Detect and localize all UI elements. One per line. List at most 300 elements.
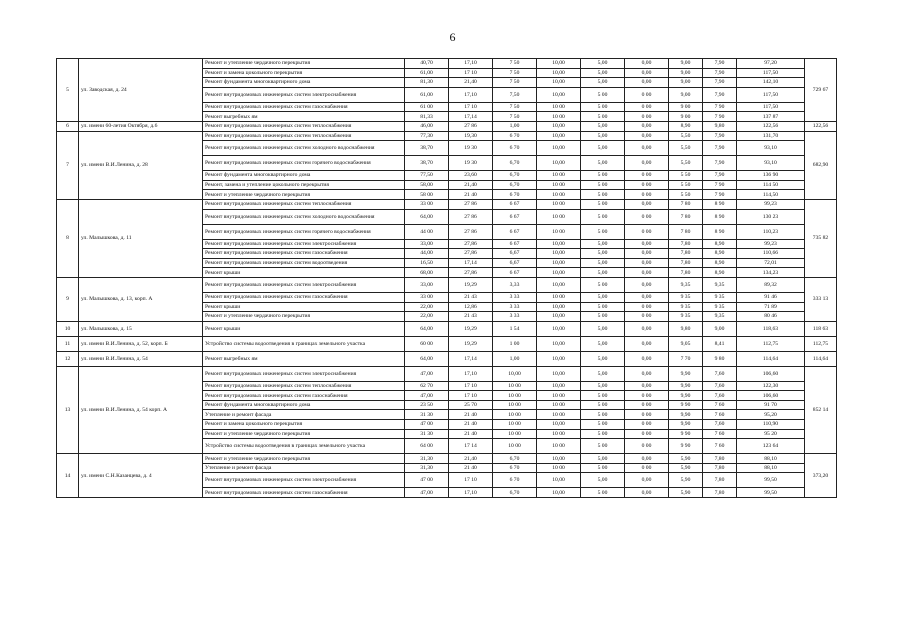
- value-cell: 10 00: [493, 439, 537, 454]
- value-cell: 10,00: [537, 121, 581, 131]
- table-body: [57, 59, 837, 498]
- value-cell: 47 00: [405, 420, 449, 430]
- value-cell: 10,00: [537, 258, 581, 268]
- value-cell: 5,90: [669, 454, 703, 464]
- work-type-cell: Ремонт выгребных ям: [203, 112, 405, 122]
- value-cell: 27,86: [449, 249, 493, 259]
- value-cell: 8,90: [703, 249, 737, 259]
- work-type-cell: Ремонт внутридомовых инженерных систем газоснабжения: [203, 391, 405, 401]
- value-cell: 47,00: [405, 366, 449, 381]
- value-cell: 7,80: [703, 454, 737, 464]
- value-cell: 19 30: [449, 141, 493, 156]
- work-type-cell: Ремонт внутридомовых инженерных систем горячего водоснабжения: [203, 224, 405, 239]
- value-cell: 93,10: [737, 156, 805, 171]
- value-cell: 10,00: [537, 87, 581, 102]
- work-type-cell: Ремонт внутридомовых инженерных систем газоснабжения: [203, 488, 405, 498]
- value-cell: 7,50: [493, 87, 537, 102]
- value-cell: 5,00: [581, 336, 625, 351]
- value-cell: 17,14: [449, 258, 493, 268]
- value-cell: 7,90: [703, 171, 737, 181]
- value-cell: 7,90: [703, 141, 737, 156]
- value-cell: 81,30: [405, 78, 449, 88]
- value-cell: 17,10: [449, 366, 493, 381]
- value-cell: 81,33: [405, 112, 449, 122]
- value-cell: 0,00: [625, 351, 669, 366]
- value-cell: 21,40: [449, 78, 493, 88]
- value-cell: 61 00: [405, 102, 449, 112]
- value-cell: 7 60: [703, 400, 737, 410]
- value-cell: 10 00: [537, 391, 581, 401]
- value-cell: 17 10: [449, 391, 493, 401]
- row-number-cell: 7: [57, 131, 79, 199]
- value-cell: 44,00: [405, 249, 449, 259]
- value-cell: 5 00: [581, 277, 625, 292]
- value-cell: 3 33: [493, 292, 537, 302]
- value-cell: 9 35: [703, 292, 737, 302]
- value-cell: 58,00: [405, 180, 449, 190]
- value-cell: 71 89: [737, 302, 805, 312]
- value-cell: 9,80: [703, 121, 737, 131]
- value-cell: 5,50: [669, 131, 703, 141]
- value-cell: 6 70: [493, 463, 537, 473]
- value-cell: 7 80: [669, 199, 703, 209]
- table-row: [57, 131, 837, 141]
- value-cell: 0 00: [625, 391, 669, 401]
- value-cell: 7 90: [703, 190, 737, 200]
- work-type-cell: Ремонт внутридомовых инженерных систем электроснабжения: [203, 473, 405, 488]
- value-cell: 5 00: [581, 312, 625, 322]
- address-cell: ул. имени В.И.Ленина, д. 28: [79, 131, 203, 199]
- value-cell: 21 40: [449, 463, 493, 473]
- value-cell: 31,30: [405, 463, 449, 473]
- value-cell: 0,00: [625, 336, 669, 351]
- value-cell: 10,00: [493, 366, 537, 381]
- house-total-cell: 852 14: [805, 366, 837, 454]
- value-cell: 10 00: [493, 381, 537, 391]
- value-cell: 5,00: [581, 454, 625, 464]
- value-cell: 9 35: [703, 302, 737, 312]
- address-cell: ул. Малышкова, д. 11: [79, 199, 203, 277]
- value-cell: 10,00: [537, 366, 581, 381]
- value-cell: 5 00: [581, 429, 625, 439]
- value-cell: 10 00: [493, 420, 537, 430]
- value-cell: 6 67: [493, 209, 537, 224]
- value-cell: 5,50: [669, 141, 703, 156]
- value-cell: 17,14: [449, 351, 493, 366]
- value-cell: 88,10: [737, 463, 805, 473]
- value-cell: 9,00: [669, 59, 703, 69]
- value-cell: 5 00: [581, 87, 625, 102]
- work-type-cell: Ремонт внутридомовых инженерных систем электроснабжения: [203, 366, 405, 381]
- value-cell: 9 35: [669, 312, 703, 322]
- value-cell: 114 50: [737, 180, 805, 190]
- value-cell: 10,00: [537, 59, 581, 69]
- value-cell: 19 30: [449, 156, 493, 171]
- value-cell: 8,41: [703, 336, 737, 351]
- value-cell: 9,90: [669, 420, 703, 430]
- value-cell: 5 50: [669, 171, 703, 181]
- value-cell: 137 87: [737, 112, 805, 122]
- value-cell: 10 00: [537, 190, 581, 200]
- value-cell: 10,00: [537, 68, 581, 78]
- house-total-cell: 122,56: [805, 121, 837, 131]
- value-cell: 5 00: [581, 209, 625, 224]
- value-cell: 61,00: [405, 68, 449, 78]
- value-cell: 97,20: [737, 59, 805, 69]
- value-cell: 0,00: [625, 258, 669, 268]
- value-cell: 7,80: [669, 239, 703, 249]
- value-cell: 64 00: [405, 439, 449, 454]
- work-type-cell: Ремонт внутридомовых инженерных систем теплоснабжения: [203, 131, 405, 141]
- value-cell: 5 00: [581, 302, 625, 312]
- table-row: [57, 121, 837, 131]
- value-cell: 106,60: [737, 366, 805, 381]
- value-cell: 99,50: [737, 473, 805, 488]
- value-cell: 0,00: [625, 488, 669, 498]
- value-cell: 58 00: [405, 190, 449, 200]
- value-cell: 0 00: [625, 302, 669, 312]
- value-cell: 10,00: [537, 321, 581, 336]
- value-cell: 7,80: [669, 258, 703, 268]
- value-cell: 5 00: [581, 112, 625, 122]
- value-cell: 9 90: [669, 429, 703, 439]
- value-cell: 9,90: [669, 391, 703, 401]
- value-cell: 21,40: [449, 454, 493, 464]
- value-cell: 9,90: [669, 381, 703, 391]
- value-cell: 112,75: [737, 336, 805, 351]
- address-cell: ул. имени В.И.Ленина, д. 54 корп. А: [79, 366, 203, 454]
- value-cell: 9,90: [669, 366, 703, 381]
- value-cell: 8,90: [669, 121, 703, 131]
- value-cell: 10,00: [537, 268, 581, 278]
- value-cell: 10,00: [537, 156, 581, 171]
- value-cell: 17 10: [449, 102, 493, 112]
- value-cell: 17 10: [449, 381, 493, 391]
- value-cell: 0,00: [625, 454, 669, 464]
- value-cell: 10,00: [537, 488, 581, 498]
- value-cell: 99,23: [737, 199, 805, 209]
- value-cell: 10 00: [537, 439, 581, 454]
- work-type-cell: Ремонт внутридомовых инженерных систем газоснабжения: [203, 292, 405, 302]
- value-cell: 9,35: [703, 312, 737, 322]
- work-type-cell: Ремонт внутридомовых инженерных систем электроснабжения: [203, 239, 405, 249]
- value-cell: 89,32: [737, 277, 805, 292]
- value-cell: 88,10: [737, 454, 805, 464]
- value-cell: 7 90: [703, 112, 737, 122]
- value-cell: 25 70: [449, 400, 493, 410]
- row-number-cell: 13: [57, 366, 79, 454]
- value-cell: 122,30: [737, 381, 805, 391]
- value-cell: 21 40: [449, 429, 493, 439]
- value-cell: 99,50: [737, 488, 805, 498]
- value-cell: 0 00: [625, 112, 669, 122]
- value-cell: 7,60: [703, 420, 737, 430]
- address-cell: ул. имени В.И.Ленина, д. 54: [79, 351, 203, 366]
- value-cell: 21,40: [449, 180, 493, 190]
- value-cell: 10,00: [537, 141, 581, 156]
- value-cell: 7,80: [669, 249, 703, 259]
- value-cell: 80 46: [737, 312, 805, 322]
- table-row: [57, 351, 837, 366]
- value-cell: 114,64: [737, 351, 805, 366]
- value-cell: 5 00: [581, 199, 625, 209]
- value-cell: 17 10: [449, 68, 493, 78]
- value-cell: 22,00: [405, 312, 449, 322]
- value-cell: 7,80: [703, 473, 737, 488]
- value-cell: 5,00: [581, 366, 625, 381]
- value-cell: 21 43: [449, 292, 493, 302]
- value-cell: 7 90: [703, 180, 737, 190]
- value-cell: 3 33: [493, 312, 537, 322]
- table-row: [57, 59, 837, 69]
- table-row: [57, 454, 837, 464]
- value-cell: 117,50: [737, 68, 805, 78]
- value-cell: 10 00: [537, 102, 581, 112]
- value-cell: 27 86: [449, 209, 493, 224]
- house-total-cell: 114,64: [805, 351, 837, 366]
- value-cell: 7 70: [669, 351, 703, 366]
- value-cell: 9,00: [669, 68, 703, 78]
- work-type-cell: Устройство системы водоотведения в границах земельного участка: [203, 439, 405, 454]
- work-type-cell: Ремонт и утепление чердачного перекрытия: [203, 454, 405, 464]
- row-number-cell: 6: [57, 121, 79, 131]
- value-cell: 9 00: [669, 102, 703, 112]
- value-cell: 9,00: [703, 321, 737, 336]
- row-number-cell: 14: [57, 454, 79, 498]
- value-cell: 0 00: [625, 439, 669, 454]
- value-cell: 68,00: [405, 268, 449, 278]
- house-total-cell: 729 67: [805, 59, 837, 122]
- value-cell: 27,86: [449, 239, 493, 249]
- value-cell: 0,00: [625, 268, 669, 278]
- work-type-cell: Ремонт внутридомовых инженерных систем теплоснабжения: [203, 381, 405, 391]
- value-cell: 5 00: [581, 420, 625, 430]
- address-cell: ул. имени 60-летия Октября, д.6: [79, 121, 203, 131]
- value-cell: 7 60: [703, 439, 737, 454]
- value-cell: 17,10: [449, 87, 493, 102]
- row-number-cell: 10: [57, 321, 79, 336]
- value-cell: 23,60: [449, 171, 493, 181]
- value-cell: 7,90: [703, 68, 737, 78]
- work-type-cell: Ремонт, замена и утепление цокольного перекрытия: [203, 180, 405, 190]
- value-cell: 64,00: [405, 209, 449, 224]
- value-cell: 9,00: [669, 78, 703, 88]
- value-cell: 9 35: [669, 292, 703, 302]
- value-cell: 117,50: [737, 102, 805, 112]
- value-cell: 27 86: [449, 199, 493, 209]
- value-cell: 0,00: [625, 141, 669, 156]
- value-cell: 0 00: [625, 224, 669, 239]
- value-cell: 1,00: [493, 121, 537, 131]
- value-cell: 10 00: [537, 199, 581, 209]
- value-cell: 95 20: [737, 429, 805, 439]
- value-cell: 5,00: [581, 141, 625, 156]
- value-cell: 7,60: [703, 366, 737, 381]
- value-cell: 91 70: [737, 400, 805, 410]
- work-type-cell: Ремонт и утепление чердачного перекрытия: [203, 59, 405, 69]
- address-cell: ул. Малышкова, д. 15: [79, 321, 203, 336]
- value-cell: 0 00: [625, 171, 669, 181]
- value-cell: 0,00: [625, 199, 669, 209]
- house-total-cell: 333 13: [805, 277, 837, 321]
- value-cell: 6,67: [493, 249, 537, 259]
- value-cell: 72,01: [737, 258, 805, 268]
- work-type-cell: Ремонт выгребных ям: [203, 351, 405, 366]
- value-cell: 10 00: [493, 429, 537, 439]
- work-type-cell: Ремонт и утепление чердачного перекрытия: [203, 429, 405, 439]
- value-cell: 136 90: [737, 171, 805, 181]
- house-total-cell: 118 63: [805, 321, 837, 336]
- value-cell: 7 50: [493, 112, 537, 122]
- value-cell: 10,00: [537, 78, 581, 88]
- value-cell: 5 00: [581, 102, 625, 112]
- value-cell: 12,86: [449, 302, 493, 312]
- value-cell: 134,23: [737, 268, 805, 278]
- value-cell: 10 00: [537, 224, 581, 239]
- value-cell: 5,00: [581, 156, 625, 171]
- value-cell: 5,00: [581, 59, 625, 69]
- value-cell: 0 00: [625, 400, 669, 410]
- house-total-cell: 735 82: [805, 199, 837, 277]
- work-type-cell: Устройство системы водоотведения в границах земельного участка: [203, 336, 405, 351]
- value-cell: 1 00: [493, 336, 537, 351]
- value-cell: 5 50: [669, 190, 703, 200]
- work-type-cell: Ремонт внутридомовых инженерных систем теплоснабжения: [203, 121, 405, 131]
- value-cell: 33,00: [405, 239, 449, 249]
- value-cell: 7 80: [669, 209, 703, 224]
- value-cell: 5 00: [581, 171, 625, 181]
- value-cell: 7 60: [703, 410, 737, 420]
- value-cell: 9,80: [669, 321, 703, 336]
- work-type-cell: Утепление и ремонт фасада: [203, 410, 405, 420]
- value-cell: 3,33: [493, 277, 537, 292]
- repair-cost-table: [56, 58, 837, 498]
- value-cell: 0 00: [625, 410, 669, 420]
- value-cell: 6,70: [493, 156, 537, 171]
- value-cell: 6,70: [493, 488, 537, 498]
- value-cell: 7 50: [493, 78, 537, 88]
- value-cell: 0 00: [625, 429, 669, 439]
- value-cell: 6 67: [493, 268, 537, 278]
- value-cell: 7 80: [669, 224, 703, 239]
- value-cell: 5 00: [581, 190, 625, 200]
- value-cell: 10,00: [537, 312, 581, 322]
- value-cell: 8,90: [703, 258, 737, 268]
- value-cell: 6,70: [493, 171, 537, 181]
- work-type-cell: Ремонт и замена цокольного перекрытия: [203, 420, 405, 430]
- value-cell: 110,90: [737, 420, 805, 430]
- value-cell: 9,35: [669, 277, 703, 292]
- house-total-cell: 373,20: [805, 454, 837, 498]
- value-cell: 5 50: [669, 180, 703, 190]
- value-cell: 130 23: [737, 209, 805, 224]
- value-cell: 0 00: [625, 180, 669, 190]
- value-cell: 0 00: [625, 190, 669, 200]
- table-row: [57, 336, 837, 351]
- value-cell: 99,23: [737, 239, 805, 249]
- value-cell: 17 14: [449, 439, 493, 454]
- value-cell: 0,00: [625, 239, 669, 249]
- value-cell: 5 00: [581, 391, 625, 401]
- work-type-cell: Ремонт внутридомовых инженерных систем газоснабжения: [203, 102, 405, 112]
- value-cell: 10 00: [537, 400, 581, 410]
- work-type-cell: Ремонт и утепление чердачного перекрытия: [203, 190, 405, 200]
- value-cell: 7,90: [703, 156, 737, 171]
- work-type-cell: Ремонт фундамента многоквартирного дома: [203, 78, 405, 88]
- value-cell: 7,80: [703, 463, 737, 473]
- value-cell: 6,67: [493, 258, 537, 268]
- value-cell: 10,00: [537, 131, 581, 141]
- value-cell: 131,70: [737, 131, 805, 141]
- value-cell: 7 90: [703, 102, 737, 112]
- value-cell: 21 43: [449, 312, 493, 322]
- value-cell: 0 00: [625, 209, 669, 224]
- value-cell: 5,90: [669, 473, 703, 488]
- value-cell: 5,00: [581, 321, 625, 336]
- value-cell: 106,60: [737, 391, 805, 401]
- work-type-cell: Ремонт фундамента многоквартирного дома: [203, 400, 405, 410]
- value-cell: 10,00: [537, 277, 581, 292]
- value-cell: 38,70: [405, 156, 449, 171]
- table-row: [57, 366, 837, 381]
- work-type-cell: Ремонт фундамента многоквартирного дома: [203, 171, 405, 181]
- value-cell: 0,00: [625, 156, 669, 171]
- row-number-cell: 5: [57, 59, 79, 122]
- value-cell: 93,10: [737, 141, 805, 156]
- value-cell: 5,00: [581, 239, 625, 249]
- value-cell: 1 54: [493, 321, 537, 336]
- address-cell: ул. имени В.И.Ленина, д. 52, корп. Б: [79, 336, 203, 351]
- value-cell: 10,00: [537, 381, 581, 391]
- value-cell: 60 00: [405, 336, 449, 351]
- work-type-cell: Ремонт внутридомовых инженерных систем холодного водоснабжения: [203, 141, 405, 156]
- work-type-cell: Ремонт внутридомовых инженерных систем электроснабжения: [203, 277, 405, 292]
- value-cell: 19,29: [449, 321, 493, 336]
- address-cell: ул. Заводская, д. 24: [79, 59, 203, 122]
- work-type-cell: Ремонт внутридомовых инженерных систем горячего водоснабжения: [203, 156, 405, 171]
- value-cell: 5,50: [669, 156, 703, 171]
- value-cell: 5,00: [581, 381, 625, 391]
- value-cell: 7,80: [703, 488, 737, 498]
- value-cell: 22,00: [405, 302, 449, 312]
- value-cell: 10,00: [537, 249, 581, 259]
- value-cell: 17,10: [449, 59, 493, 69]
- value-cell: 27 86: [449, 121, 493, 131]
- value-cell: 10,00: [537, 454, 581, 464]
- value-cell: 5 00: [581, 488, 625, 498]
- house-total-cell: 682,90: [805, 131, 837, 199]
- value-cell: 38,70: [405, 141, 449, 156]
- value-cell: 0,00: [625, 292, 669, 302]
- value-cell: 6 70: [493, 473, 537, 488]
- value-cell: 7,60: [703, 391, 737, 401]
- value-cell: 19,29: [449, 336, 493, 351]
- value-cell: 46,00: [405, 121, 449, 131]
- value-cell: 10 00: [537, 171, 581, 181]
- value-cell: 5 00: [581, 463, 625, 473]
- value-cell: 21 40: [449, 410, 493, 420]
- value-cell: 0 00: [625, 102, 669, 112]
- value-cell: 47,00: [405, 488, 449, 498]
- value-cell: 10,00: [537, 239, 581, 249]
- value-cell: 0,00: [625, 381, 669, 391]
- value-cell: 5,00: [581, 68, 625, 78]
- value-cell: 44 00: [405, 224, 449, 239]
- value-cell: 47 00: [405, 473, 449, 488]
- value-cell: 21 40: [449, 420, 493, 430]
- value-cell: 5 00: [581, 439, 625, 454]
- value-cell: 10,00: [537, 302, 581, 312]
